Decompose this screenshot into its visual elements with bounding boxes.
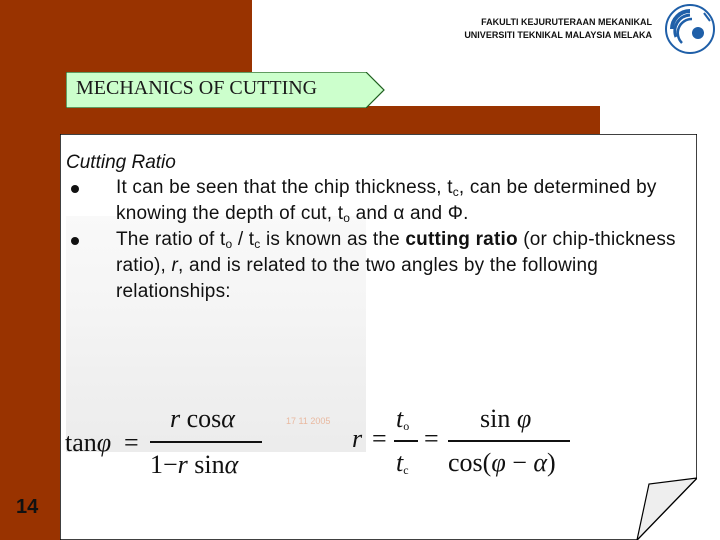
bullet-dot	[71, 185, 79, 193]
eq2-denominator-cos: cos(φ − α)	[448, 448, 556, 477]
eq2-equals-1: =	[372, 424, 387, 453]
eq1-denominator: 1−r sinα	[150, 450, 239, 479]
eq1-equals: =	[124, 428, 139, 457]
eq2-lhs: r	[352, 424, 363, 453]
accent-band	[60, 106, 600, 134]
utem-logo-icon	[664, 3, 716, 55]
section-heading: Cutting Ratio	[66, 152, 176, 173]
eq1-fraction-bar	[150, 441, 262, 443]
faculty-name: FAKULTI KEJURUTERAAN MEKANIKAL	[481, 17, 652, 27]
eq2-fraction-bar-1	[394, 440, 418, 442]
eq2-numerator-to: $t_o$	[396, 404, 410, 433]
institution-header	[464, 16, 652, 42]
slide-title-tag	[66, 72, 386, 108]
bullet-item-cutting-ratio: The ratio of $t_o / t_c$ is known as the cutting ratio (or chip-thickness ratio), r, and is related to the two angles by the following relationships:	[66, 227, 686, 305]
eq1-numerator: r cosα	[170, 404, 235, 433]
slide-body	[66, 150, 686, 305]
bullet-dot	[71, 237, 79, 245]
eq2-fraction-bar-2	[448, 440, 570, 442]
photo-date-stamp: 17 11 2005	[286, 416, 331, 426]
slide-title: MECHANICS OF CUTTING	[76, 77, 318, 99]
slide-number: 14	[16, 496, 39, 518]
eq2-equals-2: =	[424, 424, 439, 453]
eq2-numerator-sin: sin φ	[480, 404, 532, 433]
university-name: UNIVERSITI TEKNIKAL MALAYSIA MELAKA	[464, 30, 652, 40]
left-accent-bar	[0, 0, 60, 540]
bullet-item-chip-thickness: It can be seen that the chip thickness, $t_c$, can be determined by knowing the depth of cut, $t_o$ and α and Φ.	[66, 175, 686, 227]
eq2-denominator-tc: $t_c$	[396, 448, 409, 477]
eq1-lhs: tanφ	[65, 428, 112, 457]
